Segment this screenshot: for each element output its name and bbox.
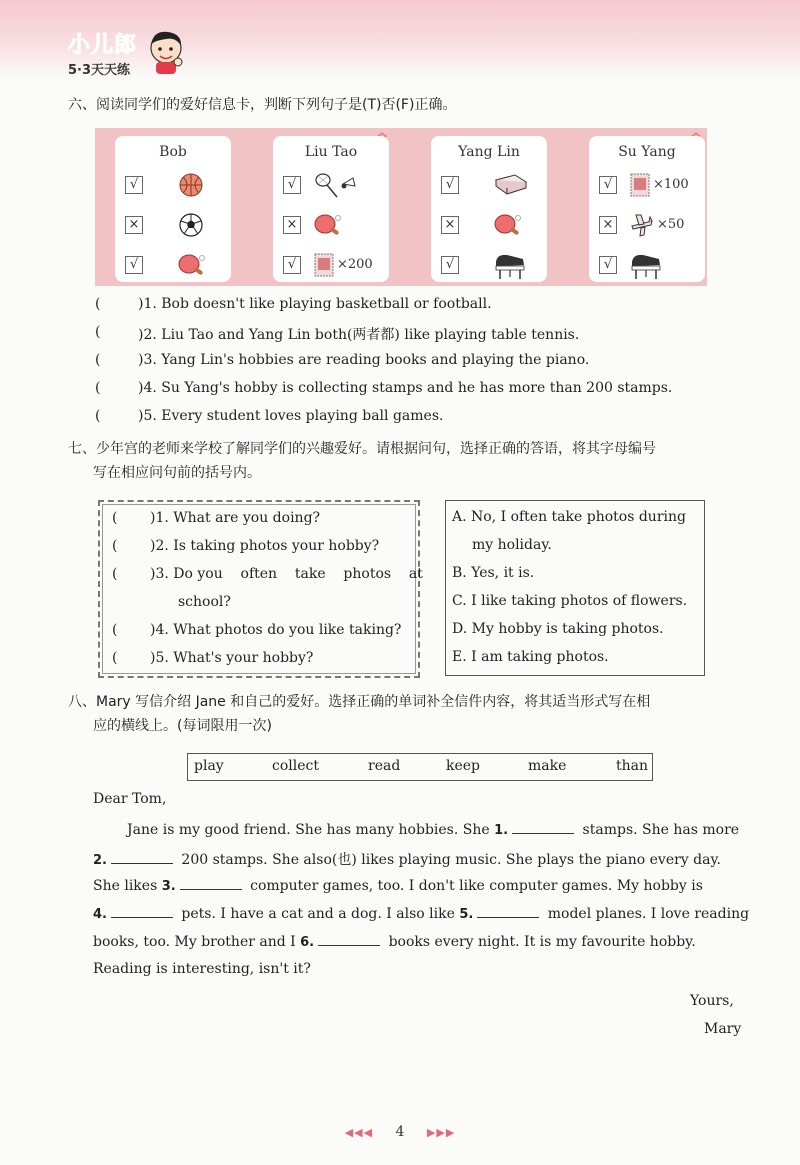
question-5: )5. What's your hobby? xyxy=(150,650,314,666)
statement-4: )4. Su Yang's hobby is collecting stamps and he has more than 200 stamps. xyxy=(138,380,673,396)
model-plane-icon xyxy=(629,212,655,238)
blank-6[interactable] xyxy=(318,933,380,946)
letter-text: 200 stamps. She also(也) likes playing music. She plays the piano every day. xyxy=(176,852,721,868)
stamp-icon xyxy=(313,252,335,278)
ping-pong-icon xyxy=(493,212,523,238)
answer-paren[interactable]: ( xyxy=(95,408,101,424)
blank-number: 4. xyxy=(93,907,107,922)
stamp-icon xyxy=(629,172,651,198)
card-row xyxy=(599,174,703,200)
check-box: √ xyxy=(441,256,459,274)
page-number: 4 xyxy=(395,1124,405,1140)
answer-paren[interactable]: ( xyxy=(95,296,101,312)
letter-line-4 xyxy=(93,905,749,922)
card-row xyxy=(599,214,703,240)
answer-paren[interactable]: ( xyxy=(95,324,101,340)
letter-text: computer games, too. I don't like computer games. My hobby is xyxy=(245,878,703,894)
check-box: √ xyxy=(125,176,143,194)
blank-number: 2. xyxy=(93,853,107,868)
check-box: √ xyxy=(125,256,143,274)
letter-text: stamps. She has more xyxy=(578,822,740,838)
letter-line-6: Reading is interesting, isn't it? xyxy=(93,961,311,977)
prev-arrows-icon: ◀◀◀ xyxy=(344,1126,374,1139)
card-row xyxy=(283,174,387,200)
answer-box xyxy=(445,500,705,676)
piano-icon xyxy=(493,252,527,280)
letter-text: Jane is my good friend. She has many hobbies. She xyxy=(127,822,495,838)
card-name: Liu Tao xyxy=(304,144,358,160)
letter-line-5 xyxy=(93,933,696,950)
question-box xyxy=(98,500,423,678)
letter-closing: Yours, xyxy=(690,993,734,1009)
statement-5: )5. Every student loves playing ball games. xyxy=(138,408,444,424)
blank-number: 1. xyxy=(494,823,509,838)
letter-text: pets. I have a cat and a dog. I also like xyxy=(176,906,460,922)
answer-a-cont: my holiday. xyxy=(472,537,552,553)
card-name: Su Yang xyxy=(618,144,676,160)
book-icon xyxy=(493,172,529,200)
check-box: √ xyxy=(283,256,301,274)
blank-1[interactable] xyxy=(512,821,574,834)
page-footer xyxy=(0,1124,800,1140)
check-box: × xyxy=(599,216,617,234)
blank-number: 3. xyxy=(161,879,176,894)
answer-paren[interactable]: ( xyxy=(112,510,118,526)
answer-paren[interactable]: ( xyxy=(112,622,118,638)
quantity-note: ×100 xyxy=(653,177,689,192)
boy-mascot-icon xyxy=(146,28,186,74)
series-title: 5·3天天练 xyxy=(68,63,131,78)
card-row xyxy=(441,174,545,200)
letter-line-1 xyxy=(127,821,739,838)
answer-paren[interactable]: ( xyxy=(95,380,101,396)
letter-line-2 xyxy=(93,849,721,869)
word-read: read xyxy=(368,758,401,774)
quantity-note: ×200 xyxy=(337,257,373,272)
card-name: Yang Lin xyxy=(458,144,520,160)
card-row xyxy=(441,214,545,240)
quantity-note: ×50 xyxy=(657,217,685,232)
section8-title xyxy=(68,690,650,738)
letter-signature: Mary xyxy=(704,1021,742,1037)
letter-text: books every night. It is my favourite hobby. xyxy=(384,934,696,950)
card-row xyxy=(283,254,387,280)
section6-title: 六、阅读同学们的爱好信息卡，判断下列句子是(T)否(F)正确。 xyxy=(68,97,457,113)
section8-title-line1: 八、Mary 写信介绍 Jane 和自己的爱好。选择正确的单词补全信件内容，将其适当形式写在相 xyxy=(68,694,651,710)
word-collect: collect xyxy=(272,758,319,774)
question-3-cont: school? xyxy=(178,594,231,610)
statement-3: )3. Yang Lin's hobbies are reading books and playing the piano. xyxy=(138,352,590,368)
check-box: × xyxy=(441,216,459,234)
blank-3[interactable] xyxy=(180,877,242,890)
question-1: )1. What are you doing? xyxy=(150,510,321,526)
answer-a: A. No, I often take photos during xyxy=(452,509,686,525)
hobby-card-bob xyxy=(115,136,231,282)
hobby-card-su-yang xyxy=(589,136,705,282)
section8-title-line2: 应的横线上。(每词限用一次) xyxy=(93,718,272,734)
brand-logo xyxy=(68,28,137,78)
basketball-icon xyxy=(177,172,205,198)
check-box: √ xyxy=(441,176,459,194)
section7-title-line1: 七、少年宫的老师来学校了解同学们的兴趣爱好。请根据问句，选择正确的答语，将其字母编号 xyxy=(68,441,656,457)
blank-5[interactable] xyxy=(477,905,539,918)
question-4: )4. What photos do you like taking? xyxy=(150,622,402,638)
ping-pong-icon xyxy=(313,212,343,238)
blank-number: 6. xyxy=(300,935,315,950)
question-2: )2. Is taking photos your hobby? xyxy=(150,538,380,554)
statement-2: )2. Liu Tao and Yang Lin both(两者都) like playing table tennis. xyxy=(138,327,580,343)
card-row xyxy=(125,174,229,200)
letter-greeting: Dear Tom, xyxy=(93,791,167,807)
check-box: × xyxy=(283,216,301,234)
letter-text: model planes. I love reading xyxy=(543,906,750,922)
next-arrows-icon: ▶▶▶ xyxy=(426,1126,456,1139)
answer-e: E. I am taking photos. xyxy=(452,649,609,665)
section7-title-line2: 写在相应问句前的括号内。 xyxy=(93,465,261,481)
badminton-icon xyxy=(313,172,361,200)
statement-1: )1. Bob doesn't like playing basketball or football. xyxy=(138,296,492,312)
hobby-card-yang-lin xyxy=(431,136,547,282)
blank-number: 5. xyxy=(459,907,474,922)
ping-pong-icon xyxy=(177,252,207,278)
word-than: than xyxy=(616,758,649,774)
football-icon xyxy=(177,212,205,238)
question-3: )3. Do you often take photos at xyxy=(150,566,423,582)
card-name: Bob xyxy=(159,144,187,160)
answer-paren[interactable]: ( xyxy=(95,352,101,368)
word-keep: keep xyxy=(446,758,481,774)
word-bank xyxy=(187,753,653,781)
letter-text: She likes xyxy=(93,878,162,894)
word-make: make xyxy=(528,758,567,774)
check-box: √ xyxy=(283,176,301,194)
section7-title xyxy=(68,437,656,485)
card-row xyxy=(125,214,229,240)
letter-text: books, too. My brother and I xyxy=(93,934,301,950)
hobby-cards xyxy=(95,128,707,286)
letter-line-3 xyxy=(93,877,703,894)
answer-b: B. Yes, it is. xyxy=(452,565,535,581)
answer-paren[interactable]: ( xyxy=(112,566,118,582)
answer-paren[interactable]: ( xyxy=(112,650,118,666)
hobby-card-liu-tao xyxy=(273,136,389,282)
card-row xyxy=(441,254,545,280)
blank-2[interactable] xyxy=(111,851,173,864)
card-row xyxy=(283,214,387,240)
brand-title: 小儿郎 xyxy=(68,33,138,58)
blank-4[interactable] xyxy=(111,905,173,918)
card-row xyxy=(125,254,229,280)
answer-paren[interactable]: ( xyxy=(112,538,118,554)
word-play: play xyxy=(194,758,224,774)
answer-d: D. My hobby is taking photos. xyxy=(452,621,664,637)
card-row xyxy=(599,254,703,280)
answer-c: C. I like taking photos of flowers. xyxy=(452,593,688,609)
check-box: × xyxy=(125,216,143,234)
check-box: √ xyxy=(599,256,617,274)
check-box: √ xyxy=(599,176,617,194)
piano-icon xyxy=(629,252,663,280)
